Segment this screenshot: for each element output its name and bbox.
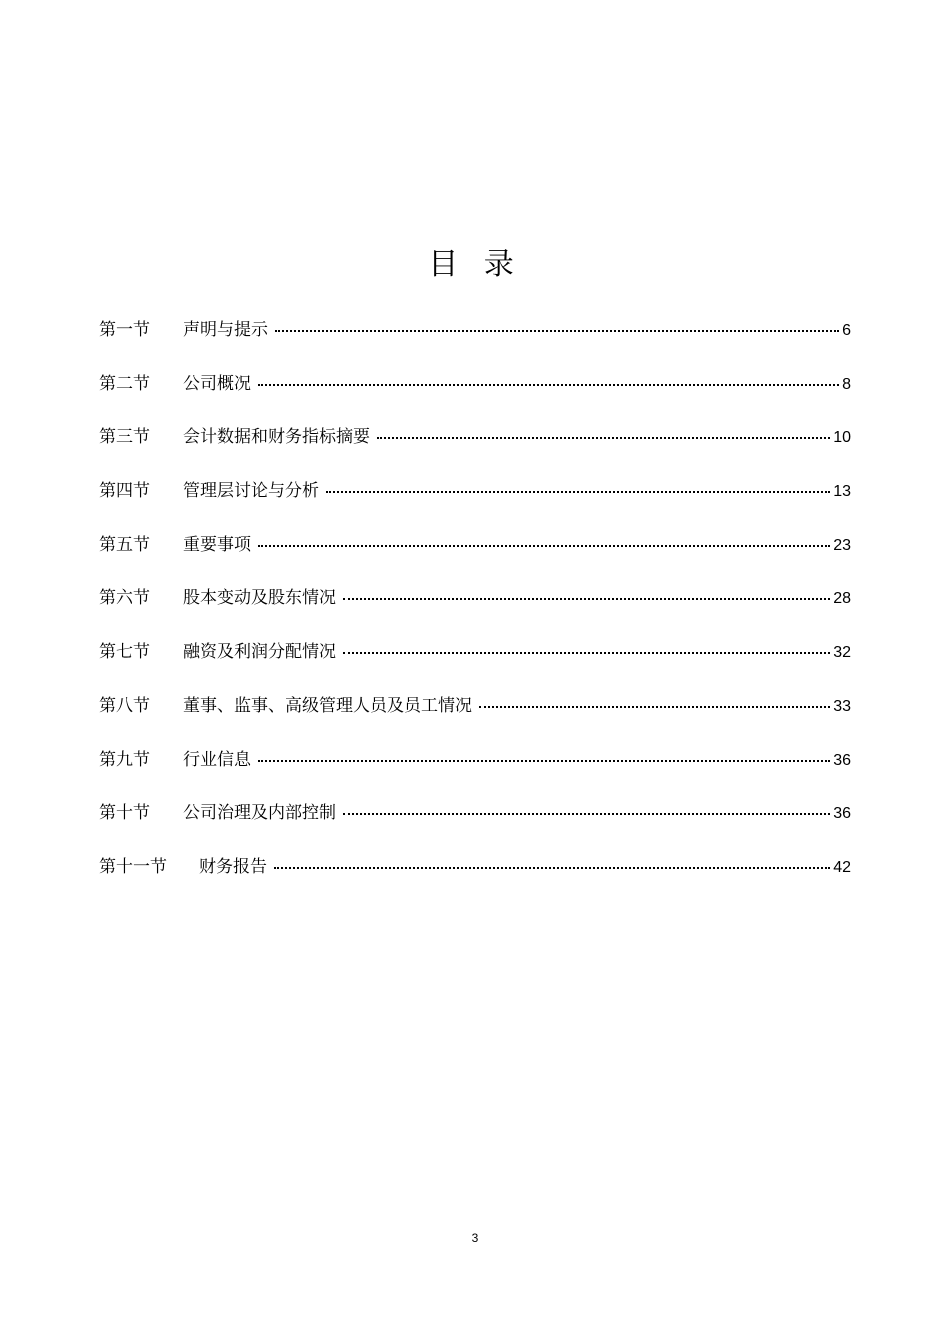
toc-section-number: 第十节: [99, 803, 150, 824]
toc-heading: 重要事项: [183, 534, 251, 555]
toc-page-number: 33: [833, 697, 851, 715]
toc-heading: 公司治理及内部控制: [183, 803, 336, 824]
toc-heading: 声明与提示: [183, 320, 268, 340]
toc-section-number: 第一节: [99, 320, 150, 340]
toc-entry[interactable]: [99, 369, 851, 423]
toc-dot-leader: [343, 813, 830, 815]
toc-dot-leader: [377, 437, 830, 439]
footer-page-number: 3: [471, 1231, 479, 1245]
toc-entry[interactable]: [99, 315, 851, 369]
toc-heading: 管理层讨论与分析: [183, 481, 319, 502]
toc-page-number: 36: [833, 751, 851, 769]
toc-page-number: 8: [842, 375, 851, 393]
toc-entry[interactable]: [99, 637, 851, 691]
toc-dot-leader: [326, 491, 830, 493]
toc-heading: 财务报告: [199, 856, 267, 877]
toc-section-number: 第十一节: [99, 856, 167, 877]
toc-page-number: 23: [833, 536, 851, 554]
toc-heading: 股本变动及股东情况: [183, 588, 336, 609]
toc-entry[interactable]: [99, 745, 851, 799]
toc-section-number: 第九节: [99, 749, 150, 770]
toc-page-number: 6: [842, 322, 851, 339]
toc-section-number: 第四节: [99, 481, 150, 502]
toc-page-number: 13: [833, 483, 851, 501]
toc-section-number: 第八节: [99, 695, 150, 716]
toc-entry[interactable]: [99, 476, 851, 530]
toc-heading: 融资及利润分配情况: [183, 642, 336, 663]
toc-heading: 行业信息: [183, 749, 251, 770]
toc-section-number: 第六节: [99, 588, 150, 609]
toc-entry[interactable]: [99, 530, 851, 584]
toc-page-number: 32: [833, 644, 851, 662]
toc-heading: 公司概况: [183, 373, 251, 394]
toc-dot-leader: [258, 384, 839, 386]
toc-heading: 董事、监事、高级管理人员及员工情况: [183, 695, 472, 716]
toc-dot-leader: [275, 330, 839, 332]
toc-page-number: 28: [833, 590, 851, 608]
toc-entry[interactable]: [99, 798, 851, 852]
toc-entry[interactable]: [99, 422, 851, 476]
toc-dot-leader: [479, 706, 830, 708]
toc-dot-leader: [274, 867, 830, 869]
toc-page-number: 42: [833, 858, 851, 876]
toc-dot-leader: [258, 545, 830, 547]
toc-page-number: 10: [833, 429, 851, 447]
toc-dot-leader: [258, 760, 830, 762]
toc-section-number: 第五节: [99, 534, 150, 555]
toc-entry[interactable]: [99, 691, 851, 745]
toc-dot-leader: [343, 598, 830, 600]
toc-title: 目 录: [428, 247, 522, 282]
toc-section-number: 第二节: [99, 373, 150, 394]
toc-section-number: 第三节: [99, 427, 150, 448]
toc-entry[interactable]: [99, 583, 851, 637]
toc-dot-leader: [343, 652, 830, 654]
toc-entry[interactable]: [99, 852, 851, 906]
toc-list: [99, 315, 851, 906]
toc-heading: 会计数据和财务指标摘要: [183, 427, 370, 448]
toc-section-number: 第七节: [99, 642, 150, 663]
toc-page-number: 36: [833, 805, 851, 823]
